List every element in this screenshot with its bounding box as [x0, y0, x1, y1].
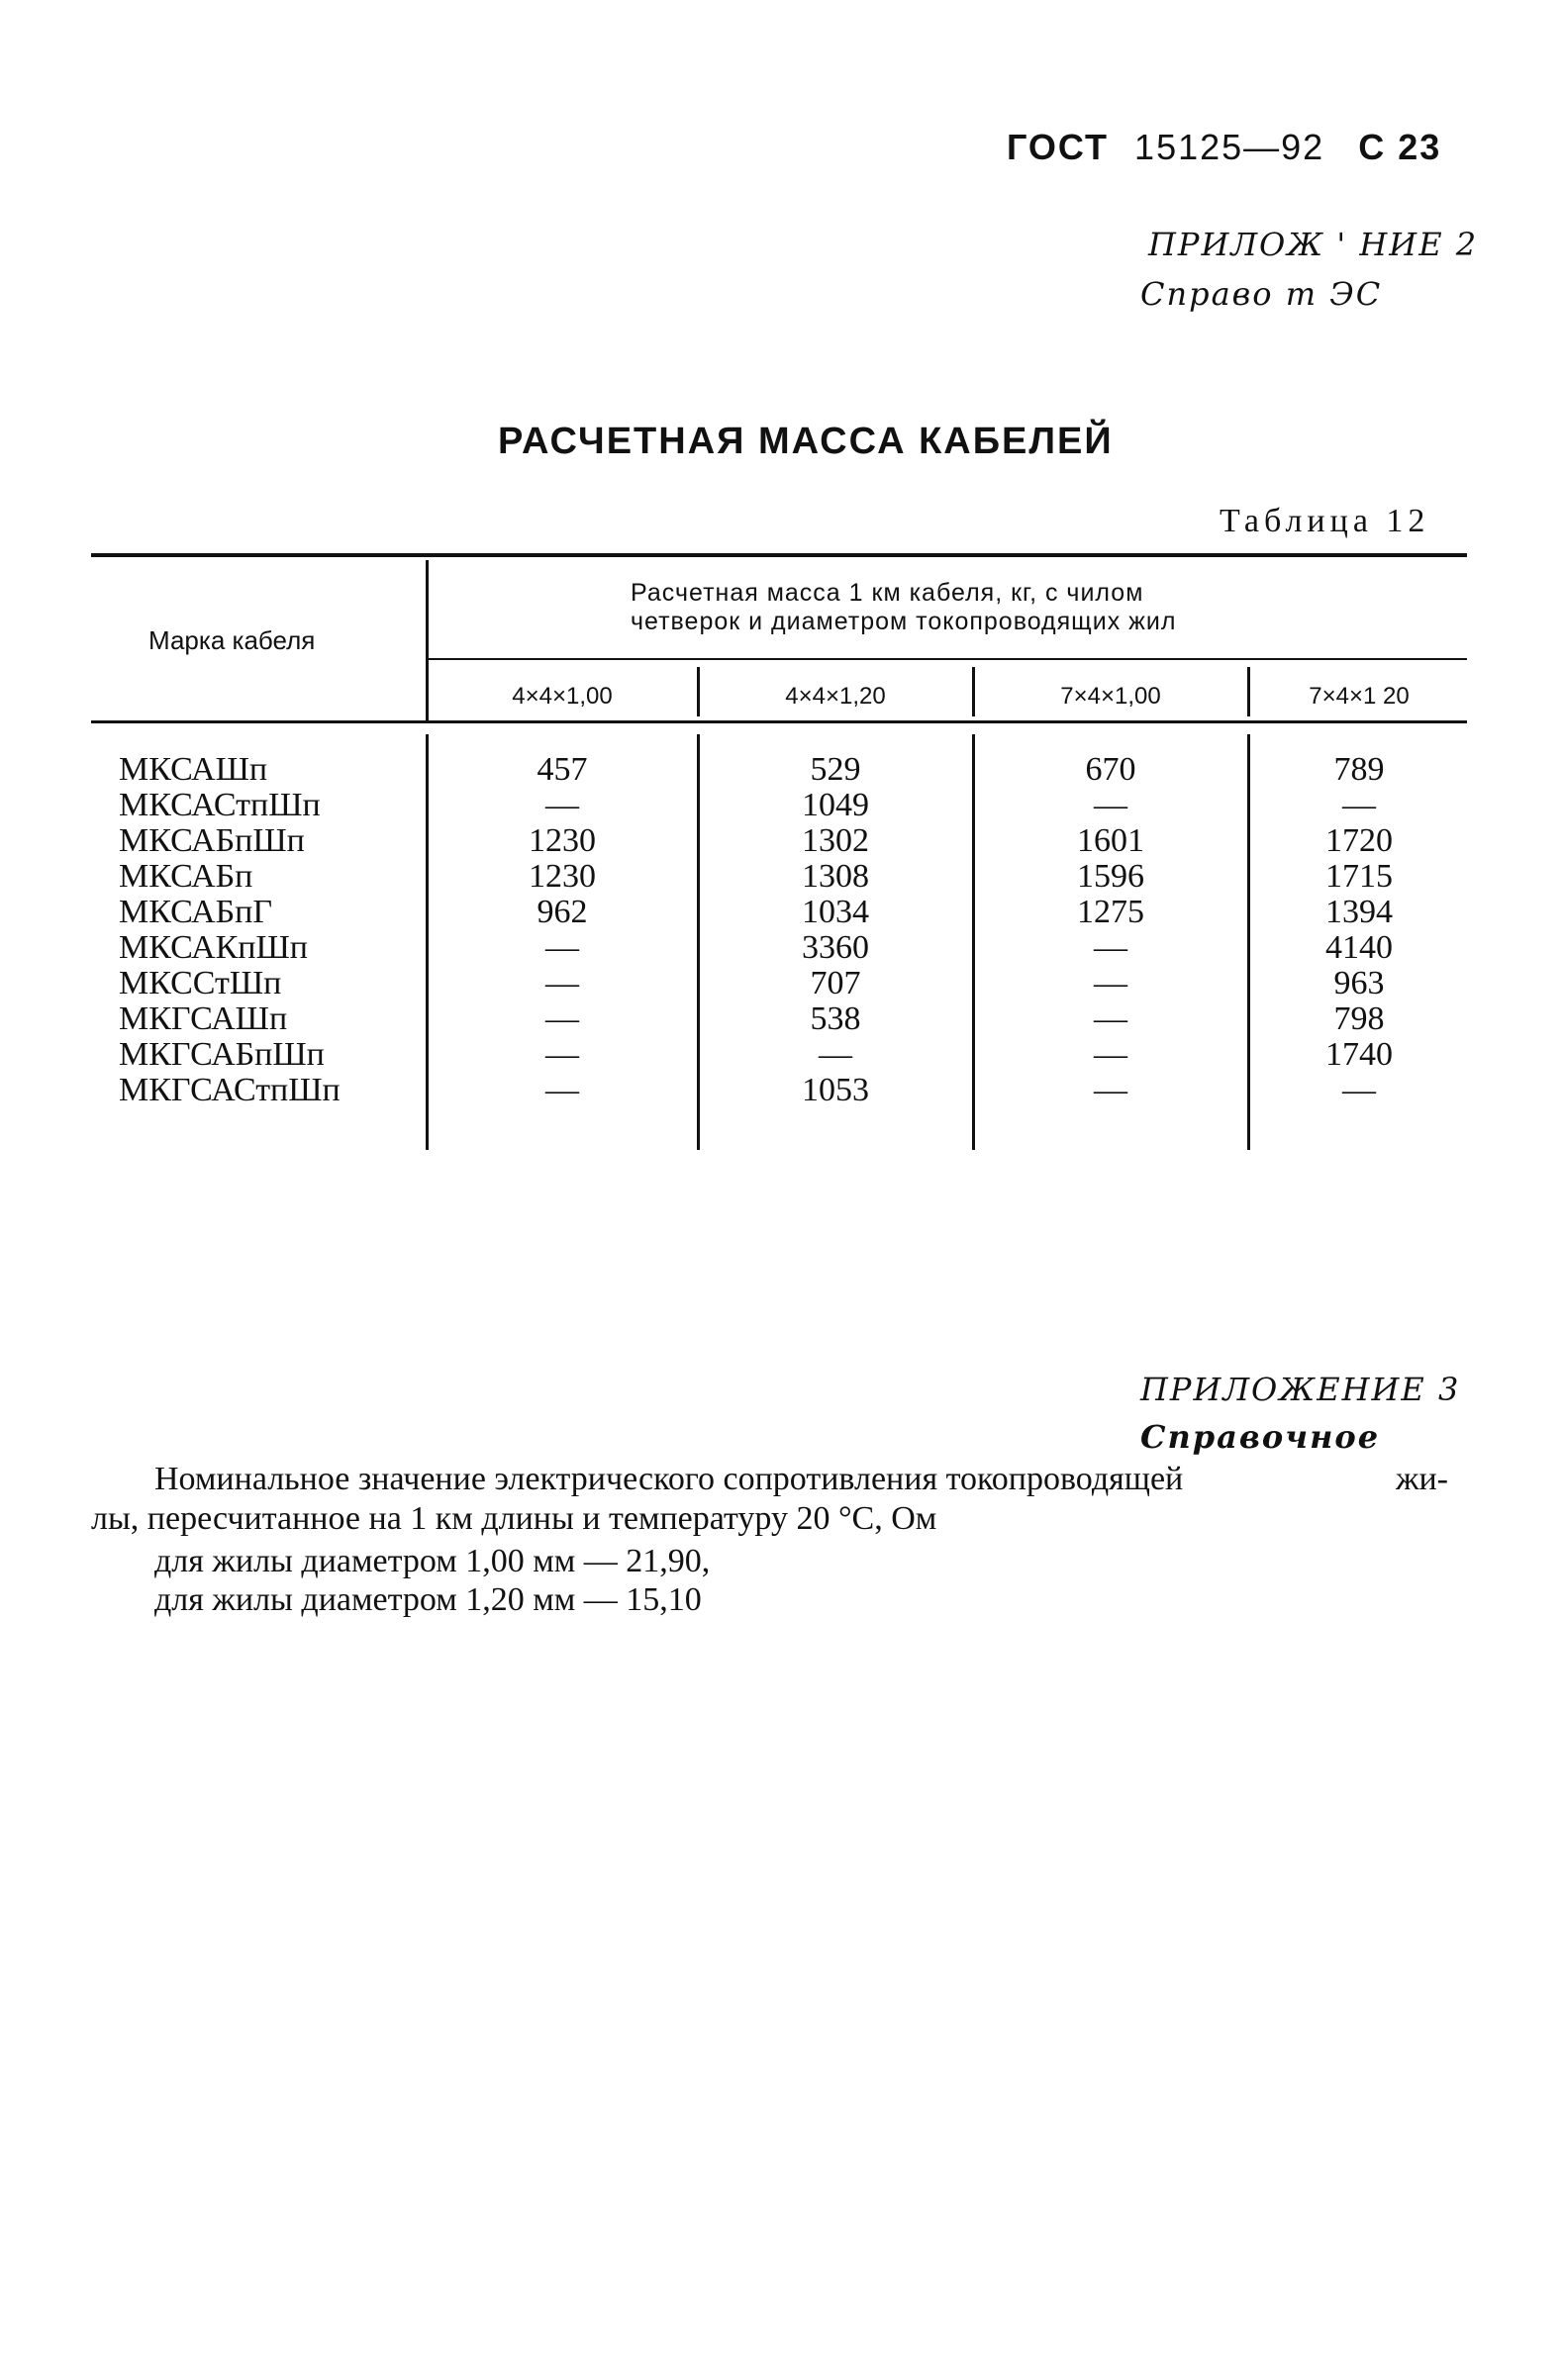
table-row-brand: МКСАШп [119, 751, 268, 788]
column-header-4x4x120: 4×4×1,20 [785, 683, 886, 710]
table-row-brand: МКГСАШп [119, 1000, 288, 1037]
table-cell: 1034 [802, 894, 869, 930]
table-cell: — [545, 1000, 579, 1037]
table-cell: 1053 [802, 1072, 869, 1108]
table-cell: — [1094, 929, 1127, 966]
table-cell: 1230 [529, 822, 596, 859]
table-cell: — [545, 787, 579, 823]
col-divider-1-head [697, 667, 700, 716]
table-cell: 962 [537, 894, 588, 930]
col-divider-2-head [972, 667, 975, 716]
table-cell: 4140 [1325, 929, 1393, 966]
table-cell: 798 [1333, 1000, 1385, 1037]
col-divider-3 [1247, 734, 1250, 1150]
table-cell: 457 [537, 751, 588, 788]
table-cell: 1302 [802, 822, 869, 859]
page-number: С 23 [1358, 127, 1442, 167]
col-divider-3-head [1247, 667, 1250, 716]
values-column-7x4x120 [1251, 752, 1467, 1108]
resistance-item-120mm: для жилы диаметром 1,20 мм — 15,10 [154, 1581, 702, 1618]
table-cell: 789 [1333, 751, 1385, 788]
table-cell: 1275 [1077, 894, 1144, 930]
resistance-item-100mm: для жилы диаметром 1,00 мм — 21,90, [154, 1543, 711, 1579]
table-cell: — [819, 1036, 852, 1073]
brand-column-divider [426, 734, 429, 1150]
table-cell: — [1342, 1072, 1376, 1108]
table-cell: — [1094, 965, 1127, 1001]
group-header-line-2: четверок и диаметром токопроводящих жил [631, 608, 1177, 635]
table-cell: 1049 [802, 787, 869, 823]
table-cell: 1230 [529, 858, 596, 895]
column-header-4x4x100: 4×4×1,00 [512, 683, 613, 710]
standard-number: 15125—92 [1134, 127, 1325, 167]
table-row-brand: МКСАКпШп [119, 929, 308, 966]
col-divider-1 [697, 734, 700, 1150]
column-header-7x4x100: 7×4×1,00 [1060, 683, 1161, 710]
table-row-brand: МКСАСтпШп [119, 787, 321, 823]
table-cell: 538 [810, 1000, 861, 1037]
table-number-label: Таблица 12 [1220, 503, 1430, 539]
brand-column-divider-top [426, 560, 429, 720]
values-column-4x4x100 [430, 752, 695, 1108]
resistance-paragraph-line-2: лы, пересчитанное на 1 км длины и температуру 20 °С, Ом [91, 1500, 937, 1537]
table-cell: 1596 [1077, 858, 1144, 895]
table-cell: — [1342, 787, 1376, 823]
table-row-brand: МКГСАБпШп [119, 1036, 325, 1073]
table-cell: 707 [810, 965, 861, 1001]
table-row-brand: МКССтШп [119, 965, 282, 1001]
column-header-7x4x120: 7×4×1 20 [1309, 683, 1410, 710]
table-cell: — [1094, 787, 1127, 823]
table-cell: — [545, 929, 579, 966]
table-row-brand: МКСАБпШп [119, 822, 305, 859]
table-cell: 3360 [802, 929, 869, 966]
table-cell: 670 [1085, 751, 1136, 788]
values-column-4x4x120 [701, 752, 970, 1108]
table-cell: 1308 [802, 858, 869, 895]
appendix-3-status: Справочное [1140, 1418, 1381, 1456]
brand-column-header: Марка кабеля [148, 625, 316, 655]
table-cell: — [1094, 1000, 1127, 1037]
table-cell: — [545, 1072, 579, 1108]
header-bottom-rule [91, 720, 1467, 723]
table-cell: 1720 [1325, 822, 1393, 859]
table-cell: 1601 [1077, 822, 1144, 859]
table-cell: — [1094, 1072, 1127, 1108]
table-cell: 1740 [1325, 1036, 1393, 1073]
table-cell: 1394 [1325, 894, 1393, 930]
page-header [1007, 127, 1441, 168]
table-row-brand: МКСАБпГ [119, 894, 272, 930]
table-cell: — [545, 1036, 579, 1073]
table-row-brand: МКГСАСтпШп [119, 1072, 341, 1108]
table-cell: — [1094, 1036, 1127, 1073]
group-header-line-1: Расчетная масса 1 км кабеля, кг, с чилом [631, 579, 1144, 607]
table-top-rule [91, 553, 1467, 557]
table-row-brand: МКСАБп [119, 858, 253, 895]
table-cell: 529 [810, 751, 861, 788]
resistance-paragraph-line-1: Номинальное значение электрического сопротивления токопроводящей [154, 1461, 1184, 1497]
values-column-7x4x100 [976, 752, 1245, 1108]
appendix-3-title: ПРИЛОЖЕНИЕ 3 [1140, 1371, 1461, 1408]
resistance-paragraph-line-1-hyphen: жи- [1396, 1461, 1449, 1497]
table-cell: 1715 [1325, 858, 1393, 895]
group-header-rule [428, 658, 1467, 660]
gost-label: ГОСТ [1007, 127, 1110, 167]
table-cell: — [545, 965, 579, 1001]
col-divider-2 [972, 734, 975, 1150]
brand-column [119, 752, 416, 1108]
table-cell: 963 [1333, 965, 1385, 1001]
appendix-2-status: Справо т ЭС [1140, 275, 1383, 313]
appendix-2-title: ПРИЛОЖ ' НИЕ 2 [1148, 226, 1479, 263]
table-heading: РАСЧЕТНАЯ МАССА КАБЕЛЕЙ [498, 421, 1114, 462]
